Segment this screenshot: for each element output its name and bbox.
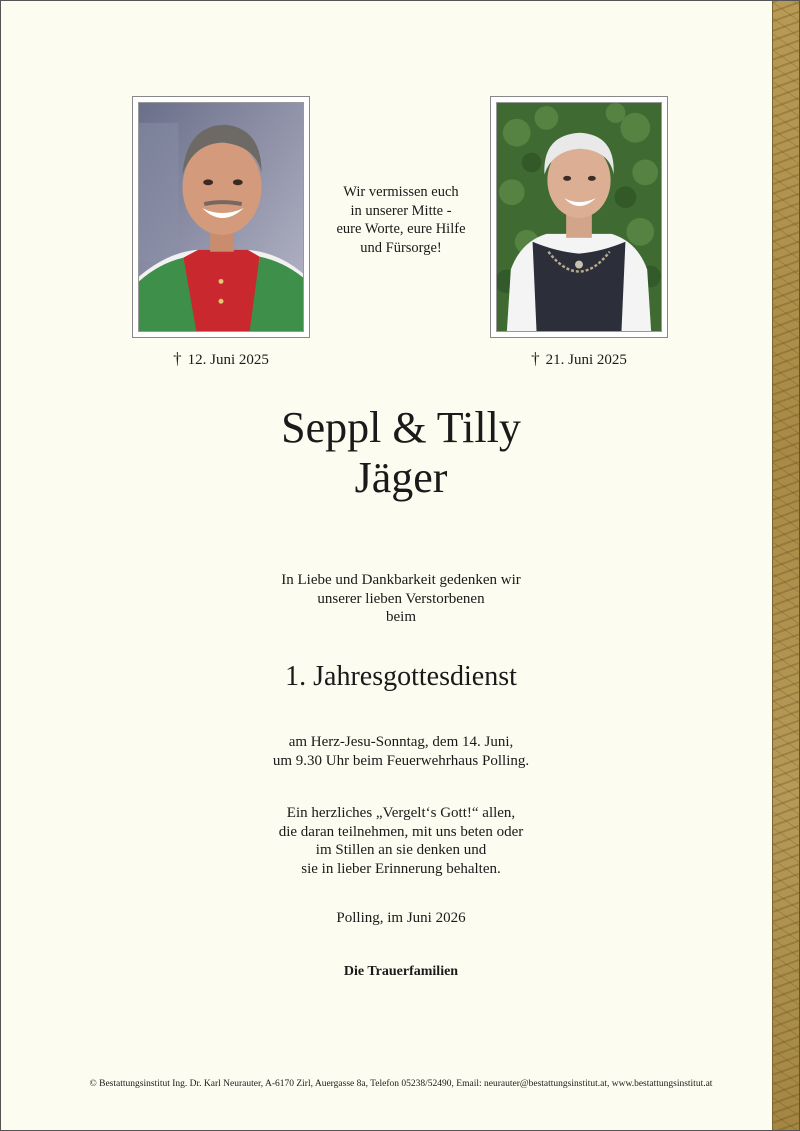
woman-portrait-image: [497, 103, 661, 331]
place-date: Polling, im Juni 2026: [336, 910, 466, 926]
service-details: am Herz-Jesu-Sonntag, dem 14. Juni, um 9.30 Uhr beim Feuerwehrhaus Polling.: [272, 734, 530, 769]
intro-text: In Liebe und Dankbarkeit gedenken wir unserer lieben Verstorbenen beim: [281, 572, 521, 625]
thanks-text: Ein herzliches „Vergelt‘s Gott!“ allen, die daran teilnehmen, mit uns beten oder im Stillen an sie denken und sie in lieber Erinnerung behalten.: [278, 805, 524, 877]
service-title: 1. Jahresgottesdienst: [285, 661, 517, 692]
decorative-side-strip: [772, 1, 799, 1130]
death-date-left-text: 12. Juni 2025: [187, 352, 269, 368]
cross-icon: †: [531, 349, 540, 368]
footer-imprint: © Bestattungsinstitut Ing. Dr. Karl Neurauter, A-6170 Zirl, Auergasse 8a, Telefon 05238/52490, Email: neurauter@bestattungsinstitut.at, www.bestattungsinstitut.at: [89, 1079, 713, 1089]
death-date-right: [490, 349, 668, 369]
man-portrait-image: [139, 103, 303, 331]
signature: Die Trauerfamilien: [343, 964, 459, 979]
portrait-photo-man: [132, 96, 310, 338]
death-date-left: [132, 349, 310, 369]
memorial-quote: Wir vermissen euch in unserer Mitte - eure Worte, eure Hilfe und Fürsorge!: [336, 184, 466, 256]
portrait-photo-woman: [490, 96, 668, 338]
deceased-names: Seppl & Tilly Jäger: [281, 403, 521, 502]
death-date-right-text: 21. Juni 2025: [545, 352, 627, 368]
cross-icon: †: [173, 349, 182, 368]
